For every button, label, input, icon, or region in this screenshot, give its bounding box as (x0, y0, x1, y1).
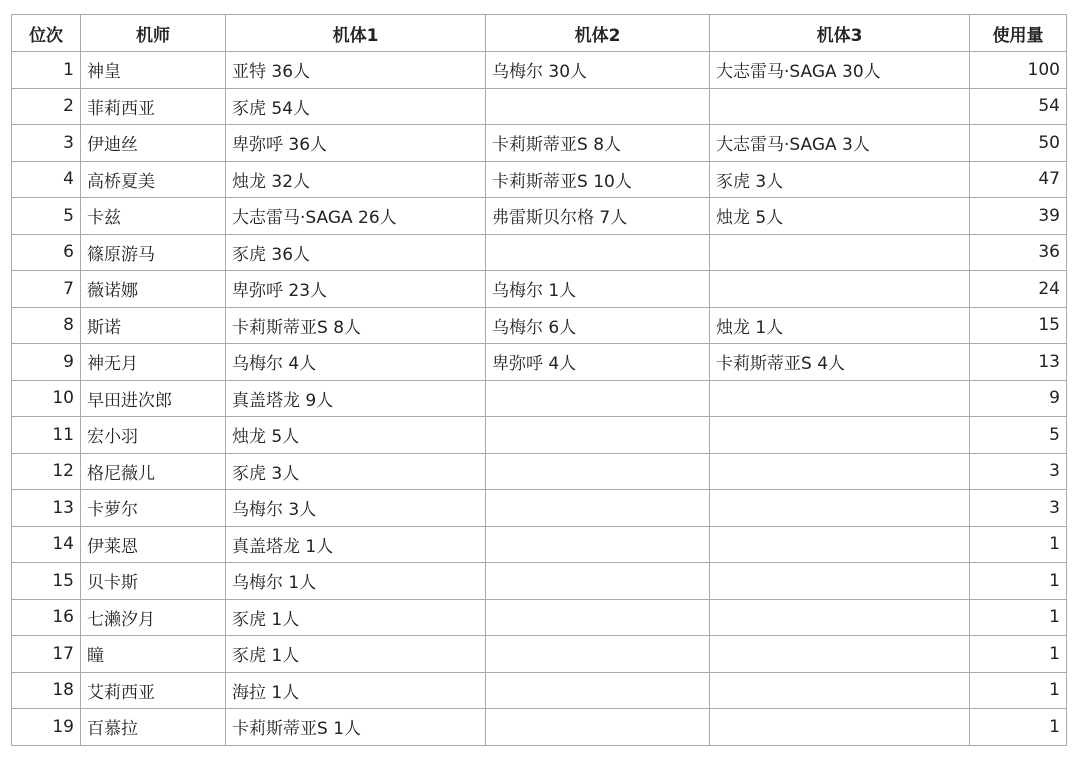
cell-rank: 17 (12, 636, 81, 673)
cell-pilot: 高桥夏美 (81, 161, 226, 198)
cell-rank: 7 (12, 271, 81, 308)
header-mech-2: 机体2 (486, 15, 710, 52)
pilot-mech-usage-table (11, 14, 1067, 746)
cell-mech-3: 烛龙 1人 (710, 307, 970, 344)
cell-mech-3 (710, 271, 970, 308)
cell-mech-3: 大志雷马·SAGA 30人 (710, 52, 970, 89)
table-row (12, 344, 1067, 381)
cell-usage: 3 (970, 453, 1067, 490)
cell-mech-3 (710, 453, 970, 490)
cell-rank: 4 (12, 161, 81, 198)
cell-pilot: 伊迪丝 (81, 125, 226, 162)
cell-rank: 19 (12, 709, 81, 746)
cell-mech-1: 大志雷马·SAGA 26人 (226, 198, 486, 235)
table-row (12, 271, 1067, 308)
cell-mech-2: 乌梅尔 30人 (486, 52, 710, 89)
cell-mech-1: 豕虎 1人 (226, 599, 486, 636)
cell-mech-2 (486, 526, 710, 563)
cell-pilot: 薇诺娜 (81, 271, 226, 308)
table-body (12, 52, 1067, 746)
cell-usage: 50 (970, 125, 1067, 162)
cell-rank: 2 (12, 88, 81, 125)
cell-mech-3 (710, 672, 970, 709)
cell-usage: 15 (970, 307, 1067, 344)
cell-mech-3 (710, 234, 970, 271)
header-usage: 使用量 (970, 15, 1067, 52)
cell-mech-1: 乌梅尔 3人 (226, 490, 486, 527)
cell-rank: 10 (12, 380, 81, 417)
cell-mech-3 (710, 490, 970, 527)
cell-pilot: 贝卡斯 (81, 563, 226, 600)
header-pilot: 机师 (81, 15, 226, 52)
cell-usage: 1 (970, 526, 1067, 563)
cell-rank: 8 (12, 307, 81, 344)
cell-mech-1: 卑弥呼 23人 (226, 271, 486, 308)
cell-pilot: 艾莉西亚 (81, 672, 226, 709)
cell-mech-2: 弗雷斯贝尔格 7人 (486, 198, 710, 235)
cell-rank: 12 (12, 453, 81, 490)
cell-rank: 5 (12, 198, 81, 235)
table-row (12, 526, 1067, 563)
cell-mech-1: 烛龙 5人 (226, 417, 486, 454)
cell-mech-3 (710, 636, 970, 673)
cell-mech-1: 真盖塔龙 9人 (226, 380, 486, 417)
cell-mech-2 (486, 490, 710, 527)
cell-mech-3: 卡莉斯蒂亚S 4人 (710, 344, 970, 381)
cell-usage: 1 (970, 599, 1067, 636)
ranking-table-container (11, 14, 1067, 746)
cell-pilot: 神无月 (81, 344, 226, 381)
cell-pilot: 伊莱恩 (81, 526, 226, 563)
cell-pilot: 瞳 (81, 636, 226, 673)
cell-rank: 18 (12, 672, 81, 709)
cell-usage: 13 (970, 344, 1067, 381)
cell-pilot: 格尼薇儿 (81, 453, 226, 490)
cell-mech-1: 真盖塔龙 1人 (226, 526, 486, 563)
table-row (12, 52, 1067, 89)
cell-mech-2: 卑弥呼 4人 (486, 344, 710, 381)
cell-mech-2 (486, 88, 710, 125)
table-row (12, 709, 1067, 746)
table-row (12, 636, 1067, 673)
cell-rank: 11 (12, 417, 81, 454)
cell-usage: 1 (970, 672, 1067, 709)
cell-rank: 3 (12, 125, 81, 162)
cell-pilot: 宏小羽 (81, 417, 226, 454)
cell-mech-3: 豕虎 3人 (710, 161, 970, 198)
cell-mech-1: 卡莉斯蒂亚S 1人 (226, 709, 486, 746)
cell-mech-2 (486, 380, 710, 417)
cell-usage: 1 (970, 636, 1067, 673)
header-mech-3: 机体3 (710, 15, 970, 52)
cell-mech-2 (486, 599, 710, 636)
table-row (12, 88, 1067, 125)
cell-rank: 15 (12, 563, 81, 600)
cell-mech-1: 卑弥呼 36人 (226, 125, 486, 162)
cell-mech-2 (486, 417, 710, 454)
table-row (12, 453, 1067, 490)
cell-mech-3 (710, 709, 970, 746)
cell-rank: 13 (12, 490, 81, 527)
cell-pilot: 七濑汐月 (81, 599, 226, 636)
table-row (12, 563, 1067, 600)
cell-usage: 3 (970, 490, 1067, 527)
cell-mech-1: 海拉 1人 (226, 672, 486, 709)
cell-mech-3 (710, 417, 970, 454)
cell-mech-3 (710, 380, 970, 417)
cell-mech-2: 卡莉斯蒂亚S 8人 (486, 125, 710, 162)
table-row (12, 672, 1067, 709)
cell-mech-2 (486, 672, 710, 709)
cell-usage: 100 (970, 52, 1067, 89)
table-row (12, 125, 1067, 162)
cell-mech-3: 大志雷马·SAGA 3人 (710, 125, 970, 162)
table-row (12, 490, 1067, 527)
cell-mech-2 (486, 563, 710, 600)
table-row (12, 198, 1067, 235)
cell-mech-2 (486, 636, 710, 673)
cell-mech-1: 豕虎 36人 (226, 234, 486, 271)
cell-mech-1: 豕虎 54人 (226, 88, 486, 125)
cell-pilot: 斯诺 (81, 307, 226, 344)
table-row (12, 417, 1067, 454)
cell-rank: 14 (12, 526, 81, 563)
header-rank: 位次 (12, 15, 81, 52)
cell-mech-2 (486, 453, 710, 490)
cell-mech-1: 豕虎 3人 (226, 453, 486, 490)
cell-pilot: 篠原游马 (81, 234, 226, 271)
cell-mech-1: 乌梅尔 4人 (226, 344, 486, 381)
cell-mech-2 (486, 234, 710, 271)
cell-mech-2: 乌梅尔 1人 (486, 271, 710, 308)
cell-rank: 16 (12, 599, 81, 636)
cell-pilot: 早田进次郎 (81, 380, 226, 417)
cell-mech-1: 烛龙 32人 (226, 161, 486, 198)
cell-rank: 9 (12, 344, 81, 381)
cell-pilot: 卡兹 (81, 198, 226, 235)
cell-mech-3 (710, 599, 970, 636)
table-row (12, 161, 1067, 198)
cell-usage: 39 (970, 198, 1067, 235)
table-row (12, 307, 1067, 344)
cell-mech-1: 乌梅尔 1人 (226, 563, 486, 600)
cell-usage: 1 (970, 563, 1067, 600)
cell-usage: 24 (970, 271, 1067, 308)
cell-mech-3: 烛龙 5人 (710, 198, 970, 235)
table-row (12, 380, 1067, 417)
cell-mech-1: 卡莉斯蒂亚S 8人 (226, 307, 486, 344)
table-header-row (12, 15, 1067, 52)
cell-pilot: 百慕拉 (81, 709, 226, 746)
cell-usage: 36 (970, 234, 1067, 271)
cell-mech-1: 亚特 36人 (226, 52, 486, 89)
header-mech-1: 机体1 (226, 15, 486, 52)
cell-rank: 1 (12, 52, 81, 89)
cell-mech-2: 卡莉斯蒂亚S 10人 (486, 161, 710, 198)
cell-mech-1: 豕虎 1人 (226, 636, 486, 673)
cell-mech-2: 乌梅尔 6人 (486, 307, 710, 344)
cell-usage: 47 (970, 161, 1067, 198)
cell-pilot: 卡萝尔 (81, 490, 226, 527)
cell-pilot: 神皇 (81, 52, 226, 89)
cell-usage: 1 (970, 709, 1067, 746)
cell-mech-3 (710, 88, 970, 125)
cell-rank: 6 (12, 234, 81, 271)
cell-usage: 9 (970, 380, 1067, 417)
cell-mech-3 (710, 563, 970, 600)
table-row (12, 599, 1067, 636)
cell-pilot: 菲莉西亚 (81, 88, 226, 125)
table-row (12, 234, 1067, 271)
cell-mech-2 (486, 709, 710, 746)
cell-usage: 5 (970, 417, 1067, 454)
cell-usage: 54 (970, 88, 1067, 125)
cell-mech-3 (710, 526, 970, 563)
